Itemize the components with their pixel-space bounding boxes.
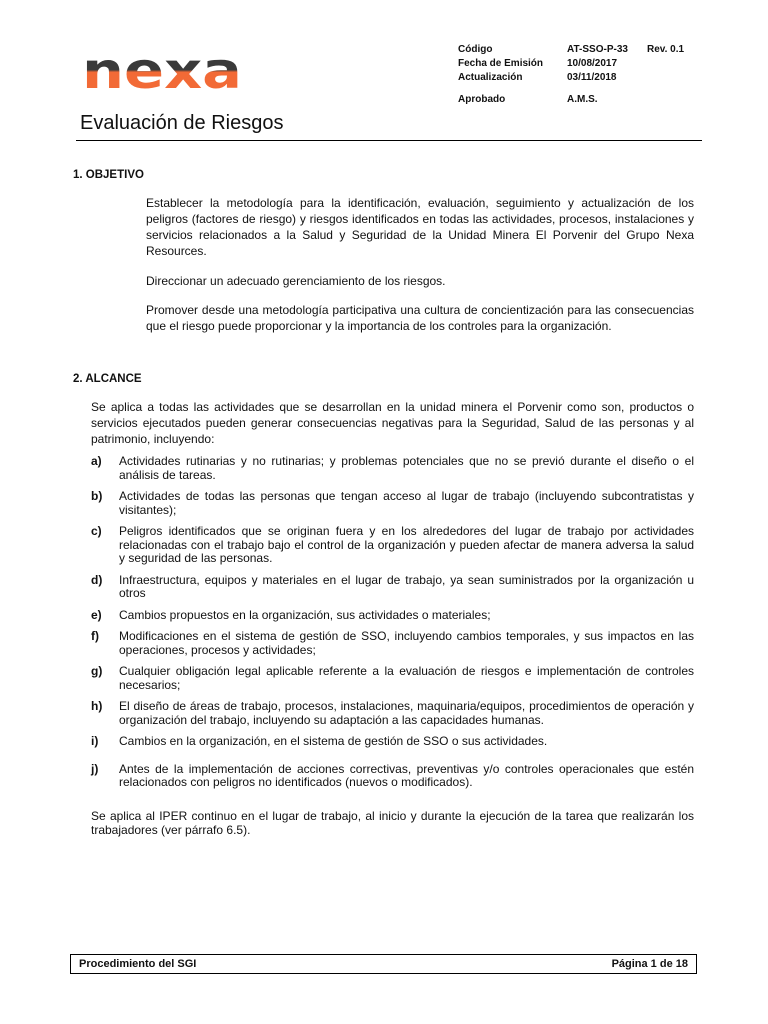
list-item: [91, 574, 694, 601]
alcance-intro: Se aplica a todas las actividades que se desarrollan en la unidad minera el Porvenir como son, productos o servicios ejecutados pueden generar consecuencias negativas para la Seguridad, Salud de las personas y al patrimonio, incluyendo:: [91, 400, 694, 446]
list-item-letter: g): [91, 664, 103, 678]
list-item-text: Cambios propuestos en la organización, sus actividades o materiales;: [119, 607, 491, 622]
document-meta: [458, 43, 684, 107]
emision-label: Fecha de Emisión: [458, 58, 544, 69]
svg-text:nexa: nexa: [82, 50, 242, 92]
list-item-letter: i): [91, 734, 99, 748]
alcance-closing: Se aplica al IPER continuo en el lugar de trabajo, al inicio y durante la ejecución de la tarea que realizarán los trabajadores (ver párrafo 6.5).: [91, 809, 694, 837]
list-item-text: El diseño de áreas de trabajo, procesos, instalaciones, maquinaria/equipos, procedimientos de operación y organización del trabajo, incluyendo su adaptación a las capacidades humanas.: [119, 699, 694, 727]
page-number: Página 1 de 18: [611, 958, 688, 970]
alcance-list: [91, 455, 694, 798]
emision-value: 10/08/2017: [567, 58, 618, 69]
list-item: [91, 525, 694, 566]
list-item-letter: j): [91, 761, 99, 776]
list-item-letter: d): [91, 572, 103, 587]
list-item-letter: b): [91, 489, 103, 503]
page-footer: [70, 954, 697, 974]
actualizacion-value: 03/11/2018: [567, 72, 617, 83]
title-divider: [76, 140, 702, 141]
footer-procedure: Procedimiento del SGI: [79, 958, 197, 970]
codigo-value: AT-SSO-P-33: [567, 44, 628, 55]
list-item: [91, 490, 694, 517]
list-item-text: Modificaciones en el sistema de gestión de SSO, incluyendo cambios temporales, y sus impactos en las operaciones, procesos y actividades;: [119, 629, 694, 657]
aprobado-value: A.M.S.: [567, 94, 598, 105]
revision: Rev. 0.1: [647, 44, 685, 55]
list-item-letter: e): [91, 607, 102, 622]
list-item: [91, 609, 694, 623]
objetivo-paragraph-3: Promover desde una metodología participativa una cultura de concientización para las consecuencias que el riesgo puede proporcionar y la importancia de los controles para la organización.: [146, 303, 694, 333]
list-item: [91, 763, 694, 790]
objetivo-paragraph-1: Establecer la metodología para la identificación, evaluación, seguimiento y actualización de los peligros (factores de riesgo) y riesgos identificados en todas las actividades, procesos, instalaciones y servicios relacionados a la Salud y Seguridad de la Unidad Minera El Porvenir del Grupo Nexa Resources.: [146, 196, 694, 258]
list-item: [91, 735, 694, 749]
list-item-letter: a): [91, 454, 102, 468]
list-item-letter: f): [91, 629, 99, 643]
list-item: [91, 630, 694, 657]
list-item-text: Actividades rutinarias y no rutinarias; y problemas potenciales que no se previó durante el diseño o el análisis de tareas.: [119, 454, 694, 482]
list-item: [91, 700, 694, 727]
list-item-letter: h): [91, 699, 103, 713]
section-alcance-heading: 2. ALCANCE: [73, 373, 142, 385]
list-item-text: Peligros identificados que se originan fuera y en los alrededores del lugar de trabajo por actividades relacionadas con el trabajo bajo el control de la organización y pueden afectar de manera adversa la salud y seguridad de las personas.: [119, 524, 694, 565]
list-item-text: Cualquier obligación legal aplicable referente a la evaluación de riesgos e implementación de controles necesarios;: [119, 664, 694, 692]
page-title: Evaluación de Riesgos: [80, 112, 284, 134]
aprobado-label: Aprobado: [458, 94, 506, 105]
list-item: [91, 665, 694, 692]
list-item-letter: c): [91, 524, 102, 538]
objetivo-paragraph-2: Direccionar un adecuado gerenciamiento de los riesgos.: [146, 274, 446, 288]
list-item-text: Infraestructura, equipos y materiales en el lugar de trabajo, ya sean suministrados por la organización u otros: [119, 572, 694, 600]
list-item-text: Antes de la implementación de acciones correctivas, preventivas y/o controles operacionales que estén relacionados con peligros no identificados (nuevos o modificados).: [119, 761, 694, 789]
list-item-text: Actividades de todas las personas que tengan acceso al lugar de trabajo (incluyendo subcontratistas y visitantes);: [119, 489, 694, 517]
list-item: [91, 455, 694, 482]
actualizacion-label: Actualización: [458, 72, 523, 83]
codigo-label: Código: [458, 44, 493, 55]
section-objetivo-heading: 1. OBJETIVO: [73, 169, 144, 181]
nexa-logo: [82, 50, 244, 92]
list-item-text: Cambios en la organización, en el sistema de gestión de SSO o sus actividades.: [119, 734, 548, 748]
